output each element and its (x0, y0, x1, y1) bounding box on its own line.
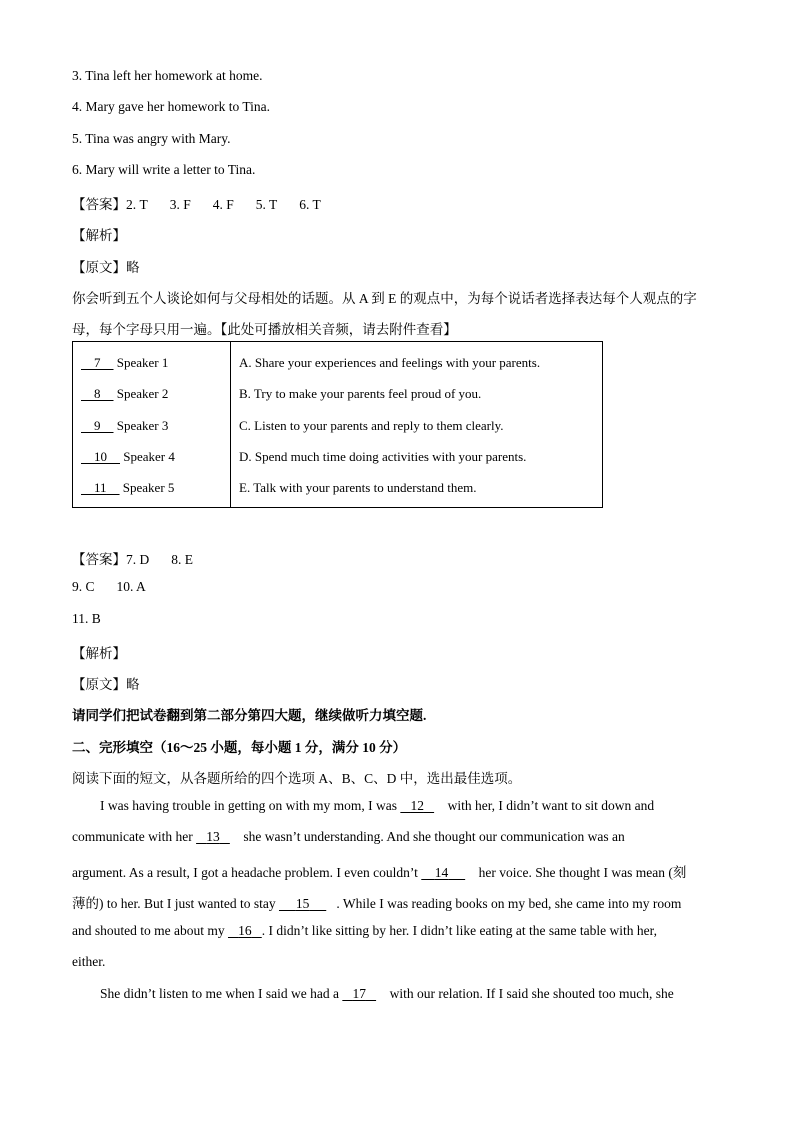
blank-12: 12 (410, 798, 424, 813)
speaker-label: Speaker 1 (116, 355, 169, 370)
answer-label: 【答案】 (72, 197, 126, 212)
statement-3: 3. Tina left her homework at home. (72, 68, 263, 83)
speaker-label: Speaker 2 (116, 386, 169, 401)
cloze-heading: 二、完形填空（16～25 小题，每小题 1 分，满分 10 分） (72, 740, 407, 755)
answer-label: 【答案】 (72, 552, 126, 567)
answer-line-3 (72, 579, 146, 595)
matching-table (72, 341, 603, 508)
statement-4: 4. Mary gave her homework to Tina. (72, 99, 270, 114)
table-row (73, 386, 604, 406)
answer-item: 2. T (126, 197, 148, 212)
option-text: A. Share your experiences and feelings with your parents. (239, 355, 541, 370)
option-text: E. Talk with your parents to understand them. (239, 480, 477, 495)
answer-item: 8. E (171, 552, 193, 567)
blank-13: 13 (206, 829, 220, 844)
passage-line: She didn’t listen to me when I said we had a 17 with our relation. If I said she shouted too much, she (100, 986, 674, 1001)
option-text: B. Try to make your parents feel proud of you. (239, 386, 482, 401)
blank-number: 7 (94, 355, 101, 370)
statement-6: 6. Mary will write a letter to Tina. (72, 162, 256, 177)
speaker-label: Speaker 5 (122, 480, 175, 495)
table-row (73, 480, 604, 500)
blank-number: 11 (94, 480, 107, 495)
cloze-instruction: 阅读下面的短文，从各题所给的四个选项 A、B、C、D 中，选出最佳选项。 (72, 771, 522, 786)
blank-14: 14 (434, 865, 449, 880)
original-label: 【原文】略 (72, 260, 140, 275)
analysis-label-2: 【解析】 (72, 646, 126, 661)
blank-number: 8 (94, 386, 101, 401)
answer-line-2 (72, 548, 193, 568)
passage-line: I was having trouble in getting on with my mom, I was 12 with her, I didn’t want to sit down and (100, 798, 655, 813)
statement-5: 5. Tina was angry with Mary. (72, 131, 231, 146)
analysis-label: 【解析】 (72, 228, 126, 243)
blank-16: 16 (238, 923, 252, 938)
answer-item: 7. D (126, 552, 150, 567)
passage-line: either. (72, 954, 106, 969)
blank-number: 9 (94, 418, 101, 433)
answer-item: 5. T (255, 197, 278, 212)
table-row (73, 449, 604, 469)
section-intro-line-2: 母，每个字母只用一遍。【此处可播放相关音频，请去附件查看】 (72, 322, 457, 337)
answer-line-4: 11. B (72, 611, 101, 626)
passage-line: 薄的) to her. But I just wanted to stay 15 . While I was reading books on my bed, she came into my room (72, 896, 682, 911)
section-intro-line-1: 你会听到五个人谈论如何与父母相处的话题。从 A 到 E 的观点中，为每个说话者选择表达每个人观点的字 (72, 291, 697, 306)
speaker-label: Speaker 3 (116, 418, 169, 433)
answer-item: 10. A (116, 579, 146, 594)
passage-line: and shouted to me about my 16 . I didn’t like sitting by her. I didn’t like eating at the same table with her, (72, 923, 657, 938)
notice-text: 请同学们把试卷翻到第二部分第四大题，继续做听力填空题. (72, 708, 427, 723)
passage-line: communicate with her 13 she wasn’t understanding. And she thought our communication was an (72, 829, 625, 844)
passage-line: argument. As a result, I got a headache problem. I even couldn’t 14 her voice. She thought I was mean (刻 (72, 865, 687, 880)
answer-line-1 (72, 193, 321, 213)
blank-15: 15 (295, 896, 310, 911)
option-text: D. Spend much time doing activities with your parents. (239, 449, 527, 464)
original-label-2: 【原文】略 (72, 677, 140, 692)
table-row (73, 355, 604, 375)
speaker-label: Speaker 4 (123, 449, 175, 464)
blank-number: 10 (94, 449, 107, 464)
table-row (73, 418, 604, 438)
answer-item: 4. F (212, 197, 234, 212)
answer-item: 9. C (72, 579, 95, 594)
answer-item: 6. T (299, 197, 321, 212)
option-text: C. Listen to your parents and reply to them clearly. (239, 418, 504, 433)
blank-17: 17 (352, 986, 366, 1001)
answer-item: 3. F (169, 197, 191, 212)
